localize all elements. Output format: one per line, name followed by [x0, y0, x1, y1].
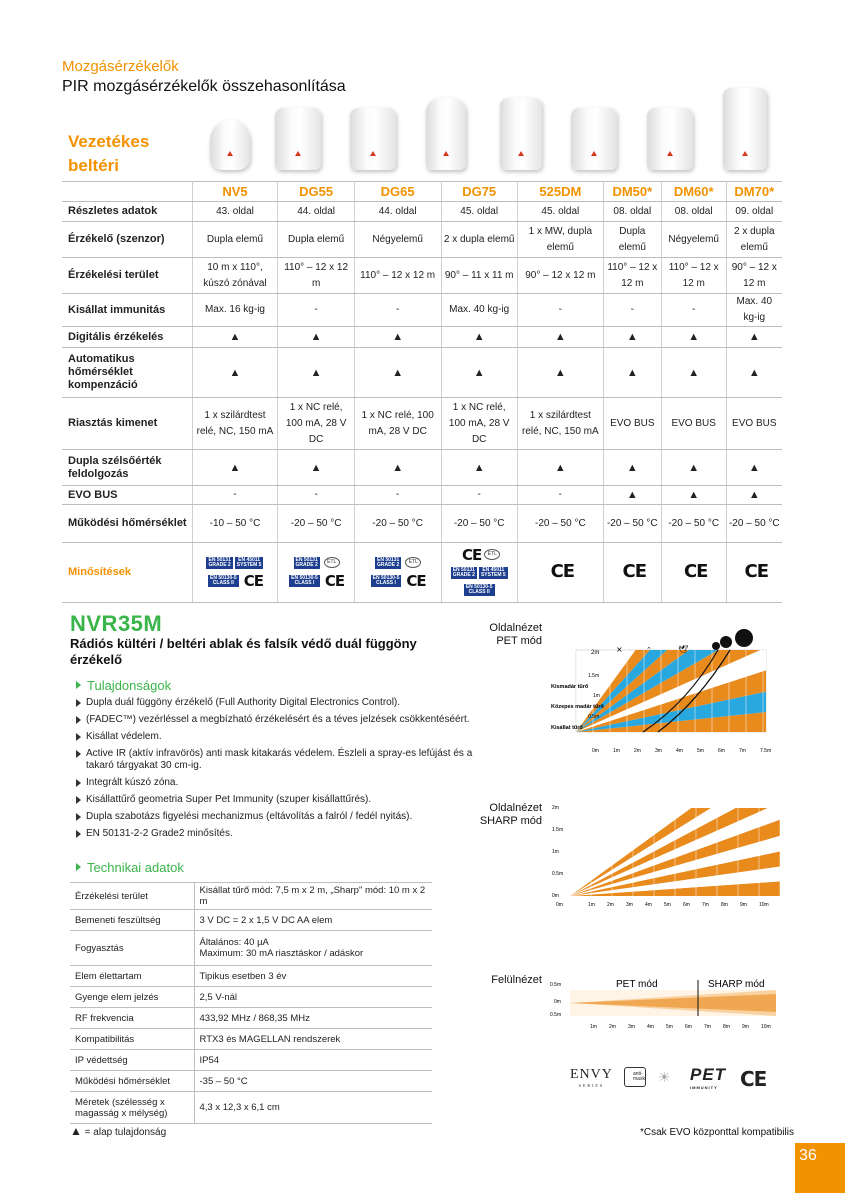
sharp-x-tick: 6m	[683, 902, 690, 908]
cell: ▲	[278, 348, 354, 398]
product-name: NV5	[192, 182, 278, 202]
pet-x-tick: 0m	[592, 748, 599, 754]
cell: ▲	[441, 327, 517, 348]
comparison-table	[62, 181, 782, 603]
pet-x-tick: 1m	[613, 748, 620, 754]
cell: -20 – 50 °C	[441, 505, 517, 543]
header-corner	[62, 182, 192, 202]
product-name: DG65	[354, 182, 441, 202]
cert-cell-dm70	[726, 543, 782, 603]
certs-row	[62, 543, 782, 603]
tech-key: Fogyasztás	[70, 931, 194, 966]
cert-cell-nv5	[192, 543, 278, 603]
cell: -	[517, 294, 603, 327]
cell: ▲	[278, 450, 354, 486]
top-x-tick: 10m	[761, 1024, 771, 1030]
tech-key: Működési hőmérséklet	[70, 1071, 194, 1092]
cell: ▲	[517, 327, 603, 348]
en50131-badge	[206, 557, 232, 569]
product-image-525dm	[500, 98, 542, 170]
badge-text: EN 50131	[452, 566, 475, 573]
badge-text: EN 45011	[482, 566, 505, 573]
ce-mark-icon: CE	[550, 561, 575, 583]
pet-y-label: 0.5m	[588, 714, 600, 720]
certs-label: Minősítések	[62, 543, 192, 603]
tech-key: RF frekvencia	[70, 1008, 194, 1029]
section-title: Vezetékes beltéri	[68, 132, 150, 175]
sharp-x-tick: 7m	[702, 902, 709, 908]
features-list	[76, 697, 476, 845]
row-label: Automatikus hőmérséklet kompenzáció	[62, 348, 192, 398]
cell: Négyelemű	[354, 222, 441, 258]
footnote: *Csak EVO központtal kompatibilis	[640, 1127, 794, 1138]
envy-logo	[570, 1067, 613, 1088]
tech-heading	[76, 860, 184, 875]
nvr-title: NVR35M	[70, 611, 163, 636]
top-view-diagram	[548, 972, 782, 1034]
product-name: 525DM	[517, 182, 603, 202]
product-image-dg65	[350, 108, 396, 170]
pet-y-label: 1m	[593, 693, 600, 699]
table-row	[62, 327, 782, 348]
tech-row	[70, 883, 432, 910]
side-pet-label: Oldalnézet PET mód	[489, 622, 542, 647]
feature-item: Active IR (aktív infravörös) anti mask kitakarás védelem. Észleli a spray-es lefújást és a takaró tárgyakat 30 cm-ig.	[76, 748, 476, 772]
en50131-badge	[375, 557, 401, 569]
cell: Max. 16 kg-ig	[192, 294, 278, 327]
sharp-x-tick: 1m	[588, 902, 595, 908]
row-label: Érzékelő (szenzor)	[62, 222, 192, 258]
logos-strip	[568, 1063, 778, 1093]
features-heading	[76, 678, 171, 693]
sharp-y-tick: 1m	[552, 849, 559, 855]
cell: ▲	[192, 327, 278, 348]
cell: Dupla elemű	[603, 222, 661, 258]
badge-text: SYSTEM 5	[236, 561, 262, 568]
feature-item: Kisállat védelem.	[76, 731, 476, 743]
cell: 09. oldal	[726, 202, 782, 222]
tech-value: -35 – 50 °C	[194, 1071, 432, 1092]
cell: ▲	[603, 348, 661, 398]
feature-item: EN 50131-2-2 Grade2 minősítés.	[76, 828, 476, 840]
cell: 1 x szilárdtest relé, NC, 150 mA	[517, 398, 603, 450]
cell: ▲	[661, 348, 726, 398]
product-image-dm70	[723, 88, 767, 170]
top-x-tick: 9m	[742, 1024, 749, 1030]
cell: -20 – 50 °C	[726, 505, 782, 543]
badge-text: EN 50130-5	[210, 575, 237, 582]
cell: ▲	[192, 450, 278, 486]
product-image-dg75	[426, 98, 466, 170]
feature-item: (FADEC™) vezérléssel a megbízható érzékelésért és a téves jelzések csökkentéséért.	[76, 714, 476, 726]
pet-mode-label: PET mód	[616, 979, 658, 990]
cell: -	[603, 294, 661, 327]
cell: 90° – 11 x 11 m	[441, 258, 517, 294]
cell: 110° – 12 x 12 m	[603, 258, 661, 294]
badge-text: EN 45011	[238, 556, 261, 563]
ce-mark-icon: CE	[462, 545, 482, 564]
page-number: 36	[795, 1143, 845, 1193]
cell: ▲	[726, 486, 782, 505]
cell: -20 – 50 °C	[354, 505, 441, 543]
cert-cell-dg75	[441, 543, 517, 603]
product-name: DM70*	[726, 182, 782, 202]
weather-icon: ☀	[658, 1069, 671, 1085]
tech-value: IP54	[194, 1050, 432, 1071]
category-heading: Mozgásérzékelők	[62, 58, 179, 75]
cell: 10 m x 110°, kúszó zónával	[192, 258, 278, 294]
pet-size-label: Közepes madár tűrő	[551, 704, 604, 710]
cell: EVO BUS	[603, 398, 661, 450]
tech-row	[70, 1071, 432, 1092]
cell: Max. 40 kg-ig	[726, 294, 782, 327]
nvr-subtitle: Rádiós kültéri / beltéri ablak és falsík védő duál függöny érzékelő	[70, 636, 417, 667]
cell: 90° – 12 x 12 m	[517, 258, 603, 294]
cell: 44. oldal	[278, 202, 354, 222]
sharp-y-tick: 0.5m	[552, 871, 564, 877]
sharp-y-tick: 1.5m	[552, 827, 564, 833]
tech-key: Méretek (szélesség x magasság x mélység)	[70, 1092, 194, 1124]
en50131-badge	[294, 557, 320, 569]
row-label: Kisállat immunitás	[62, 294, 192, 327]
cell: ▲	[661, 327, 726, 348]
cell: ▲	[726, 348, 782, 398]
product-name: DG75	[441, 182, 517, 202]
cell: 1 x szilárdtest relé, NC, 150 mA	[192, 398, 278, 450]
cell: 110° – 12 x 12 m	[354, 258, 441, 294]
pet-logo-sub: IMMUNITY	[690, 1085, 718, 1090]
bird-small-icon: ⌃	[646, 646, 652, 654]
table-row	[62, 348, 782, 398]
envy-logo-sub: SERIES	[578, 1083, 605, 1088]
table-row	[62, 398, 782, 450]
cell: EVO BUS	[726, 398, 782, 450]
tech-key: Érzékelési terület	[70, 883, 194, 910]
badge-text: EN 50131	[295, 556, 318, 563]
cell: -20 – 50 °C	[661, 505, 726, 543]
en50130-badge	[208, 575, 239, 587]
ce-mark-icon: CE	[406, 572, 426, 591]
sharp-y-tick: 2m	[552, 805, 559, 811]
badge-text: GRADE 2	[295, 561, 318, 568]
cell: 08. oldal	[661, 202, 726, 222]
cell: ▲	[354, 327, 441, 348]
sharp-x-tick: 8m	[721, 902, 728, 908]
row-label: Részletes adatok	[62, 202, 192, 222]
arrow-right-icon	[76, 863, 81, 871]
cat-small-icon	[712, 642, 720, 650]
sharp-x-tick: 9m	[740, 902, 747, 908]
cell: 43. oldal	[192, 202, 278, 222]
table-row	[62, 505, 782, 543]
bird-medium-icon: 🕊	[678, 645, 689, 654]
sharp-x-axis	[556, 902, 769, 908]
row-label: Működési hőmérséklet	[62, 505, 192, 543]
ce-mark-icon: CE	[622, 561, 647, 583]
legend-text: = alap tulajdonság	[84, 1127, 167, 1138]
anti-mask-icon: anti- mask	[624, 1067, 646, 1087]
pet-x-tick: 5m	[697, 748, 704, 754]
tech-value: 433,92 MHz / 868,35 MHz	[194, 1008, 432, 1029]
table-row	[62, 486, 782, 505]
pet-side-diagram	[548, 622, 782, 760]
cell: ▲	[441, 348, 517, 398]
top-y-label: 0.5m	[550, 982, 562, 988]
etl-mark-icon: ETL	[484, 549, 500, 560]
etl-mark-icon: ETL	[324, 557, 340, 568]
tech-heading-text: Technikai adatok	[87, 860, 184, 875]
cell: ▲	[278, 327, 354, 348]
row-label: EVO BUS	[62, 486, 192, 505]
tech-key: Elem élettartam	[70, 966, 194, 987]
cell: 1 x NC relé, 100 mA, 28 V DC	[441, 398, 517, 450]
sharp-x-tick: 0m	[556, 902, 563, 908]
legend	[70, 1124, 166, 1138]
top-x-tick: 7m	[704, 1024, 711, 1030]
tech-value: Általános: 40 µA Maximum: 30 mA riasztáskor / adáskor	[194, 931, 432, 966]
sharp-y-tick: 0m	[552, 893, 559, 899]
cell: ▲	[603, 327, 661, 348]
top-view-label: Felülnézet	[491, 974, 542, 986]
pet-x-tick: 4m	[676, 748, 683, 754]
sharp-x-tick: 5m	[664, 902, 671, 908]
ce-mark-icon: CE	[243, 572, 263, 591]
badge-text: EN 50131	[208, 556, 231, 563]
product-image-dg55	[275, 108, 321, 170]
cell: 08. oldal	[603, 202, 661, 222]
cell: 1 x NC relé, 100 mA, 28 V DC	[278, 398, 354, 450]
cell: ▲	[441, 450, 517, 486]
cell: ▲	[661, 450, 726, 486]
en50131-badge	[451, 567, 477, 579]
cell: -	[278, 486, 354, 505]
tech-value: 3 V DC = 2 x 1,5 V DC AA elem	[194, 910, 432, 931]
cell: 44. oldal	[354, 202, 441, 222]
cell: 2 x dupla elemű	[726, 222, 782, 258]
top-y-label: 0m	[554, 999, 561, 1005]
badge-text: GRADE 2	[377, 561, 400, 568]
cell: -	[192, 486, 278, 505]
row-label: Érzékelési terület	[62, 258, 192, 294]
cell: 2 x dupla elemű	[441, 222, 517, 258]
cell: -20 – 50 °C	[278, 505, 354, 543]
tech-key: IP védettség	[70, 1050, 194, 1071]
side-sharp-label: Oldalnézet SHARP mód	[479, 802, 542, 827]
cell: -	[278, 294, 354, 327]
cell: ▲	[517, 450, 603, 486]
pet-logo-text: PET	[690, 1065, 727, 1084]
feature-item: Dupla szabotázs figyelési mechanizmus (eltávolítás a falról / fedél nyitás).	[76, 811, 476, 823]
tech-row	[70, 1050, 432, 1071]
top-x-tick: 3m	[628, 1024, 635, 1030]
tech-value: 2,5 V-nál	[194, 987, 432, 1008]
cell: ▲	[726, 450, 782, 486]
badge-text: EN 50130-5	[291, 575, 318, 582]
envy-logo-text: ENVY	[570, 1067, 613, 1082]
top-x-tick: 4m	[647, 1024, 654, 1030]
cell: -	[517, 486, 603, 505]
product-name: DM60*	[661, 182, 726, 202]
tech-value: Kisállat tűrő mód: 7,5 m x 2 m, „Sharp" mód: 10 m x 2 m	[194, 883, 432, 910]
cell: ▲	[603, 486, 661, 505]
top-x-tick: 1m	[590, 1024, 597, 1030]
badge-text: CLASS I	[376, 580, 396, 587]
cert-cell-dg55	[278, 543, 354, 603]
product-name: DG55	[278, 182, 354, 202]
tech-key: Kompatibilitás	[70, 1029, 194, 1050]
tech-row	[70, 931, 432, 966]
table-row	[62, 202, 782, 222]
cell: ▲	[192, 348, 278, 398]
pet-size-label: Kisállat tűrő	[551, 725, 583, 731]
pet-y-label: 2m	[591, 650, 600, 656]
cell: -	[661, 294, 726, 327]
etl-mark-icon: ETL	[405, 557, 421, 568]
tech-row	[70, 910, 432, 931]
table-row	[62, 450, 782, 486]
badge-text: SYSTEM 5	[480, 571, 506, 578]
cell: 45. oldal	[441, 202, 517, 222]
top-x-tick: 6m	[685, 1024, 692, 1030]
cell: 110° – 12 x 12 m	[661, 258, 726, 294]
cell: Négyelemű	[661, 222, 726, 258]
cell: -10 – 50 °C	[192, 505, 278, 543]
cell: -	[354, 294, 441, 327]
row-label: Dupla szélsőérték feldolgozás	[62, 450, 192, 486]
sharp-x-tick: 10m	[759, 902, 769, 908]
cell: ▲	[661, 486, 726, 505]
cell: 1 x NC relé, 100 mA, 28 V DC	[354, 398, 441, 450]
tech-table	[70, 882, 432, 1124]
table-row	[62, 258, 782, 294]
ce-mark-icon: CE	[740, 1067, 767, 1091]
tech-value: RTX3 és MAGELLAN rendszerek	[194, 1029, 432, 1050]
cross-icon: ×	[616, 645, 623, 654]
product-header-row	[62, 182, 782, 202]
badge-text: CLASS I	[294, 580, 315, 587]
en50130-badge	[371, 575, 402, 587]
pet-x-tick: 3m	[655, 748, 662, 754]
pet-x-tick: 6m	[718, 748, 725, 754]
triangle-icon: ▲	[70, 1124, 82, 1138]
tech-value: 4,3 x 12,3 x 6,1 cm	[194, 1092, 432, 1124]
ce-mark-icon: CE	[683, 561, 708, 583]
product-image-dm60	[647, 108, 693, 170]
cell: Dupla elemű	[278, 222, 354, 258]
cell: 90° – 12 x 12 m	[726, 258, 782, 294]
tech-row	[70, 987, 432, 1008]
page-title: PIR mozgásérzékelők összehasonlítása	[62, 78, 346, 95]
tech-row	[70, 1008, 432, 1029]
cell: 110° – 12 x 12 m	[278, 258, 354, 294]
en50130-badge	[289, 575, 320, 587]
cell: ▲	[354, 348, 441, 398]
sharp-x-tick: 3m	[626, 902, 633, 908]
row-label: Riasztás kimenet	[62, 398, 192, 450]
badge-text: EN 50131	[377, 556, 400, 563]
tech-key: Bemeneti feszültség	[70, 910, 194, 931]
en50130-badge	[464, 584, 495, 596]
cell: -20 – 50 °C	[603, 505, 661, 543]
pet-x-tick: 7m	[739, 748, 746, 754]
tech-row	[70, 966, 432, 987]
top-y-label: 0.5m	[550, 1012, 562, 1018]
pet-x-axis	[592, 748, 771, 754]
cell: Max. 40 kg-ig	[441, 294, 517, 327]
cell: EVO BUS	[661, 398, 726, 450]
cell: -	[354, 486, 441, 505]
feature-item: Kisállattűrő geometria Super Pet Immunity (szuper kisállattűrés).	[76, 794, 476, 806]
en45011-badge	[479, 567, 508, 579]
badge-text: EN 50130-5	[372, 575, 400, 582]
sharp-side-diagram	[548, 800, 782, 912]
cell: -	[441, 486, 517, 505]
badge-text: CLASS II	[212, 580, 234, 587]
table-row	[62, 222, 782, 258]
top-x-tick: 2m	[609, 1024, 616, 1030]
badge-text: CLASS II	[468, 588, 490, 595]
cert-cell-dm60	[661, 543, 726, 603]
pet-y-label: 1.5m	[588, 673, 600, 679]
ce-mark-icon: CE	[324, 572, 345, 591]
pet-size-label: Kismadár tűrő	[551, 684, 589, 690]
row-label: Digitális érzékelés	[62, 327, 192, 348]
tech-value: Tipikus esetben 3 év	[194, 966, 432, 987]
tech-key: Gyenge elem jelzés	[70, 987, 194, 1008]
product-image-nv5	[210, 120, 250, 170]
cell: ▲	[726, 327, 782, 348]
tech-row	[70, 1029, 432, 1050]
sharp-x-tick: 4m	[645, 902, 652, 908]
cert-cell-dg65	[354, 543, 441, 603]
dog-icon	[735, 629, 753, 647]
sharp-x-tick: 2m	[607, 902, 614, 908]
cell: Dupla elemű	[192, 222, 278, 258]
arrow-right-icon	[76, 681, 81, 689]
pet-x-tick: 7.5m	[760, 748, 772, 754]
tech-row	[70, 1092, 432, 1124]
product-name: DM50*	[603, 182, 661, 202]
pet-x-tick: 2m	[634, 748, 641, 754]
cell: ▲	[354, 450, 441, 486]
cell: -20 – 50 °C	[517, 505, 603, 543]
product-image-dm50	[571, 108, 617, 170]
cat-icon	[720, 636, 732, 648]
top-x-tick: 8m	[723, 1024, 730, 1030]
pet-immunity-logo	[690, 1065, 726, 1090]
cert-cell-525dm	[517, 543, 603, 603]
cell: 45. oldal	[517, 202, 603, 222]
badge-text: GRADE 2	[452, 571, 475, 578]
table-row	[62, 294, 782, 327]
features-heading-text: Tulajdonságok	[87, 678, 172, 693]
top-x-axis	[590, 1024, 771, 1030]
badge-text: GRADE 2	[208, 561, 231, 568]
badge-text: EN 50130-5	[465, 583, 493, 590]
sharp-mode-label: SHARP mód	[708, 979, 765, 990]
cert-cell-dm50	[603, 543, 661, 603]
en45011-badge	[235, 557, 264, 569]
ce-mark-icon: CE	[744, 561, 769, 583]
cell: 1 x MW, dupla elemű	[517, 222, 603, 258]
cell: ▲	[603, 450, 661, 486]
feature-item: Integrált kúszó zóna.	[76, 777, 476, 789]
sharp-y-axis	[552, 805, 563, 899]
top-x-tick: 5m	[666, 1024, 673, 1030]
feature-item: Dupla duál függöny érzékelő (Full Authority Digital Electronics Control).	[76, 697, 476, 709]
cell: ▲	[517, 348, 603, 398]
